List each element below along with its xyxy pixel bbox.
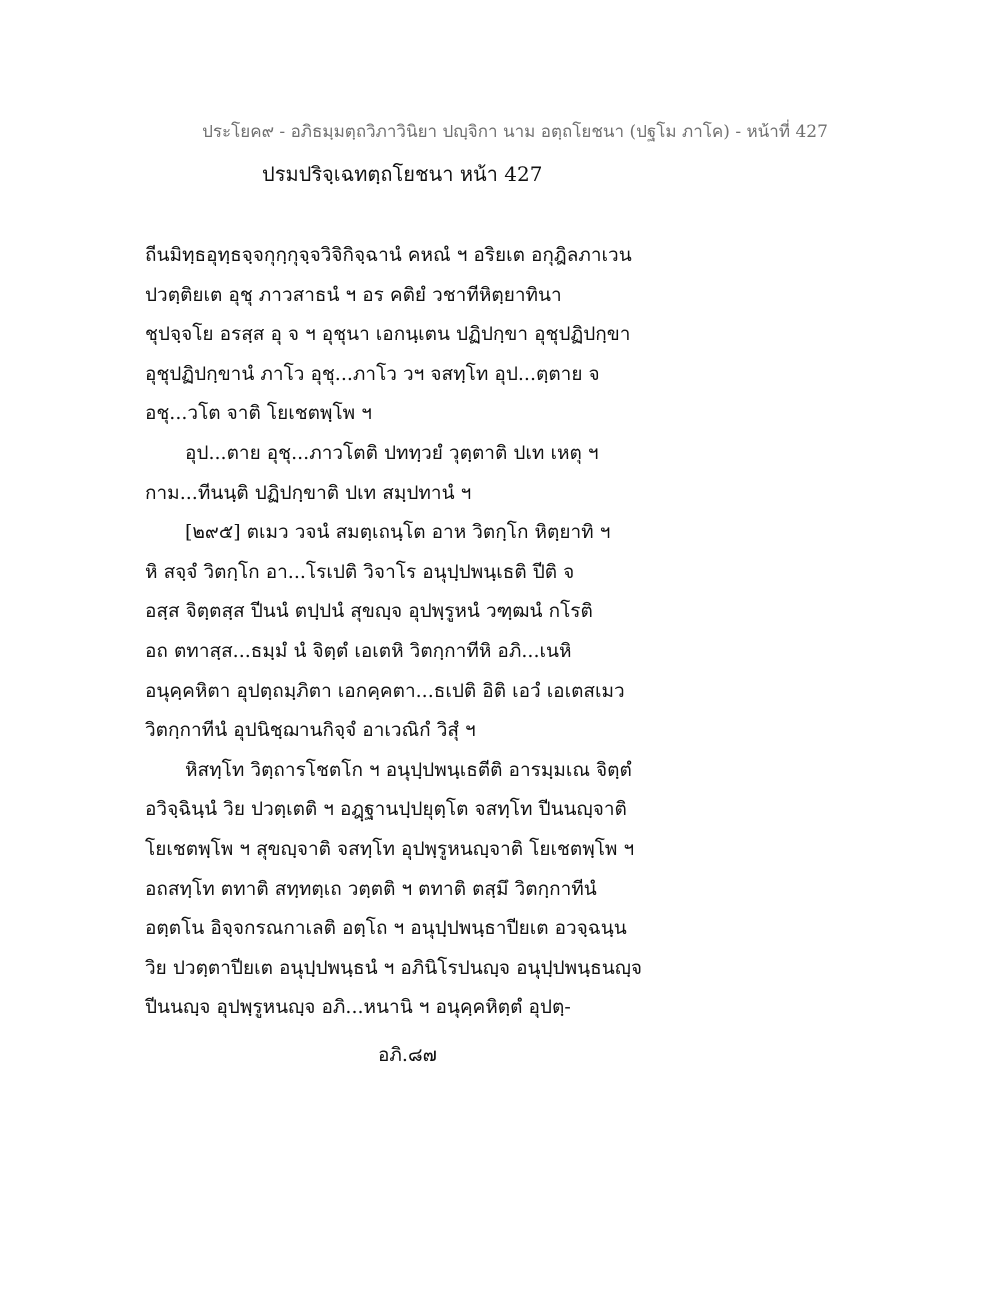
text-line: อถสทฺโท ตทาติ สทฺทตฺเถ วตฺตติ ฯ ตทาติ ตสฺมึ วิตกฺกาทีนํ <box>145 877 597 900</box>
text-line: อุป...ตาย อุชุ...ภาวโตติ ปททฺวยํ วุตฺตาติ ปเท เหตุ ฯ <box>185 441 599 464</box>
text-line: อตฺตโน อิจฺจกรณกาเลติ อตฺโถ ฯ อนุปฺปพนฺธาปียเต อวจฺฉนฺน <box>145 917 627 940</box>
section-title: ปรมปริจฺเฉทตฺถโยชนา หน้า 427 <box>262 162 543 186</box>
page-marker: อภิ.๘๗ <box>378 1044 437 1066</box>
text-line: หิ สจฺจํ วิตกฺโก อา...โรเปติ วิจาโร อนุปฺปพนฺเธติ ปีติ จ <box>145 560 575 583</box>
text-line: โยเชตพฺโพ ฯ สุขญฺจาติ จสทฺโท อุปพฺรูหนญฺจาติ โยเชตพฺโพ ฯ <box>145 837 635 860</box>
text-line: [๒๙๕] ตเมว วจนํ สมตฺเถนฺโต อาห วิตกฺโก หิตฺยาทิ ฯ <box>185 521 611 544</box>
text-line: ชุปจฺจโย อรสฺส อุ จ ฯ อุชุนา เอกนฺเตน ปฏิปกฺขา อุชุปฏิปกฺขา <box>145 323 631 346</box>
text-line: อถ ตทาสฺส...ธมฺมํ นํ จิตฺตํ เอเตหิ วิตกฺกาทีหิ อภิ...เนหิ <box>145 639 572 662</box>
text-line: อนุคฺคหิตา อุปตฺถมฺภิตา เอกคฺคตา...ธเปติ อิติ เอวํ เอเตสเมว <box>145 679 625 702</box>
running-header: ประโยค๙ - อภิธมฺมตฺถวิภาวินิยา ปญฺจิกา นาม อตฺถโยชนา (ปฐโม ภาโค) - หน้าที่ 427 <box>202 122 828 142</box>
text-line: ถีนมิทฺธอุทฺธจฺจกุกฺกุจฺจวิจิกิจฺฉานํ คหณํ ฯ อริยเต อกุฎิลภาเวน <box>145 244 632 266</box>
text-line: วิย ปวตฺตาปียเต อนุปฺปพนฺธนํ ฯ อภินิโรปนญฺจ อนุปฺปพนฺธนญฺจ <box>145 956 643 979</box>
text-line: หิสทฺโท วิตฺถารโชตโก ฯ อนุปฺปพนฺเธตีติ อารมฺมเณ จิตฺตํ <box>185 758 632 781</box>
text-line: อสฺส จิตฺตสฺส ปีนนํ ตปฺปนํ สุขญฺจ อุปพฺรูหนํ วฑฺฒนํ กโรติ <box>145 600 593 623</box>
text-line: วิตกฺกาทีนํ อุปนิชฺฌานกิจฺจํ อาเวณิกํ วิสุํ ฯ <box>145 719 476 742</box>
text-line: อุชุปฏิปกฺขานํ ภาโว อุชุ...ภาโว วฯ จสทฺโท อุป...ตฺตาย จ <box>145 362 600 385</box>
text-line: ปีนนญฺจ อุปพฺรูหนญฺจ อภิ...หนานิ ฯ อนุคฺคหิตฺตํ อุปตฺ- <box>145 996 571 1019</box>
text-line: ปวตฺติยเต อุชุ ภาวสาธนํ ฯ อร คติยํ วชาทีหิตฺยาทินา <box>145 283 562 306</box>
text-line: อวิจฺฉินฺนํ วิย ปวตฺเตติ ฯ อฎฺฐานปฺปยุตฺโต จสทฺโท ปีนนญฺจาติ <box>145 798 627 821</box>
body-text <box>145 236 705 1028</box>
text-line: อชุ...วโต จาติ โยเชตพฺโพ ฯ <box>145 402 372 425</box>
text-line: กาม...ทีนนฺติ ปฏิปกฺขาติ ปเท สมฺปทานํ ฯ <box>145 481 472 504</box>
